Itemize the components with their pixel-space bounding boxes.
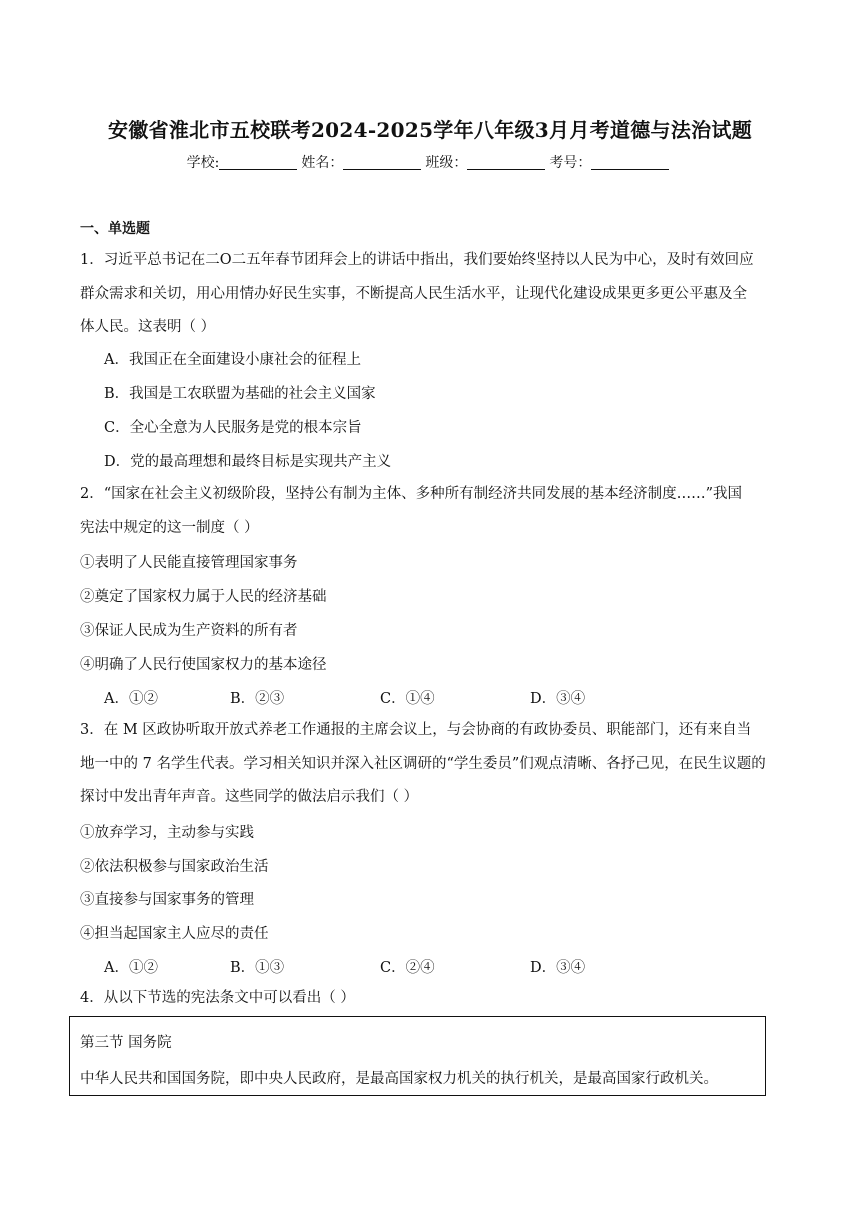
q3-statement-2: ②依法积极参与国家政治生活 — [80, 859, 269, 875]
q2-option-d: D．③④ — [530, 691, 586, 707]
q2-option-c: C．①④ — [380, 691, 435, 707]
q3-statement-3: ③直接参与国家事务的管理 — [80, 892, 254, 908]
page-title: 安徽省淮北市五校联考2024-2025学年八年级3月月考道德与法治试题 — [107, 118, 753, 142]
school-blank — [219, 155, 297, 170]
section-title: 一、单选题 — [80, 221, 150, 237]
q2-statement-2: ②奠定了国家权力属于人民的经济基础 — [80, 589, 327, 605]
name-blank — [343, 155, 421, 170]
q3-option-d: D．③④ — [530, 960, 586, 976]
q2-option-b: B．②③ — [230, 691, 285, 707]
q2-statement-1: ①表明了人民能直接管理国家事务 — [80, 555, 298, 571]
q2-statement-3: ③保证人民成为生产资料的所有者 — [80, 623, 298, 639]
q1-line-2: 群众需求和关切，用心用情办好民生实事，不断提高人民生活水平，让现代化建设成果更多更公平惠及全 — [80, 285, 747, 302]
name-label: 姓名： — [301, 155, 344, 171]
number-blank — [591, 155, 669, 170]
q1-option-b: B．我国是工农联盟为基础的社会主义国家 — [104, 386, 376, 402]
q3-option-b: B．①③ — [230, 960, 285, 976]
school-label: 学校: — [186, 155, 220, 171]
q1-option-c: C．全心全意为人民服务是党的根本宗旨 — [104, 420, 362, 436]
q1-option-d: D．党的最高理想和最终目标是实现共产主义 — [104, 454, 392, 470]
q2-stem — [80, 478, 780, 545]
q3-statement-1: ①放弃学习，主动参与实践 — [80, 825, 254, 841]
q1-line-1: 1．习近平总书记在二O二五年春节团拜会上的讲话中指出，我们要始终坚持以人民为中心，及时有效回应 — [80, 252, 754, 268]
q3-stem — [80, 714, 780, 815]
q4-stem — [80, 982, 780, 1016]
constitution-excerpt-box — [69, 1016, 766, 1096]
q1-option-a: A．我国正在全面建设小康社会的征程上 — [104, 352, 361, 368]
student-info-line — [0, 152, 860, 172]
q3-line-2: 地一中的 7 名学生代表。学习相关知识并深入社区调研的“学生委员”们观点清晰、各抒己见，在民生议题的 — [80, 755, 766, 772]
q1-line-3: 体人民。这表明（ ） — [80, 319, 216, 335]
q2-option-a: A．①② — [104, 691, 158, 707]
excerpt-article-text: 中华人民共和国国务院，即中央人民政府，是最高国家权力机关的执行机关，是最高国家行政机关。 — [80, 1071, 718, 1087]
q2-options-row — [104, 687, 784, 708]
q3-line-1: 3．在 M 区政协听取开放式养老工作通报的主席会议上，与会协商的有政协委员、职能部门，还有来自当 — [80, 722, 752, 738]
q2-line-2: 宪法中规定的这一制度（ ） — [80, 519, 259, 536]
excerpt-section-heading: 第三节 国务院 — [80, 1035, 172, 1051]
q3-option-c: C．②④ — [380, 960, 435, 976]
q3-line-3: 探讨中发出青年声音。这些同学的做法启示我们（ ） — [80, 789, 419, 805]
q2-line-1: 2．“国家在社会主义初级阶段，坚持公有制为主体、多种所有制经济共同发展的基本经济制度……”我国 — [80, 486, 743, 502]
class-blank — [467, 155, 545, 170]
q2-statement-4: ④明确了人民行使国家权力的基本途径 — [80, 657, 327, 673]
q3-options-row — [104, 956, 784, 977]
q1-stem — [80, 244, 780, 345]
q3-statement-4: ④担当起国家主人应尽的责任 — [80, 926, 269, 942]
number-label: 考号： — [549, 155, 592, 171]
q4-line-1: 4．从以下节选的宪法条文中可以看出（ ） — [80, 990, 355, 1006]
class-label: 班级： — [425, 155, 468, 171]
q3-option-a: A．①② — [104, 960, 158, 976]
